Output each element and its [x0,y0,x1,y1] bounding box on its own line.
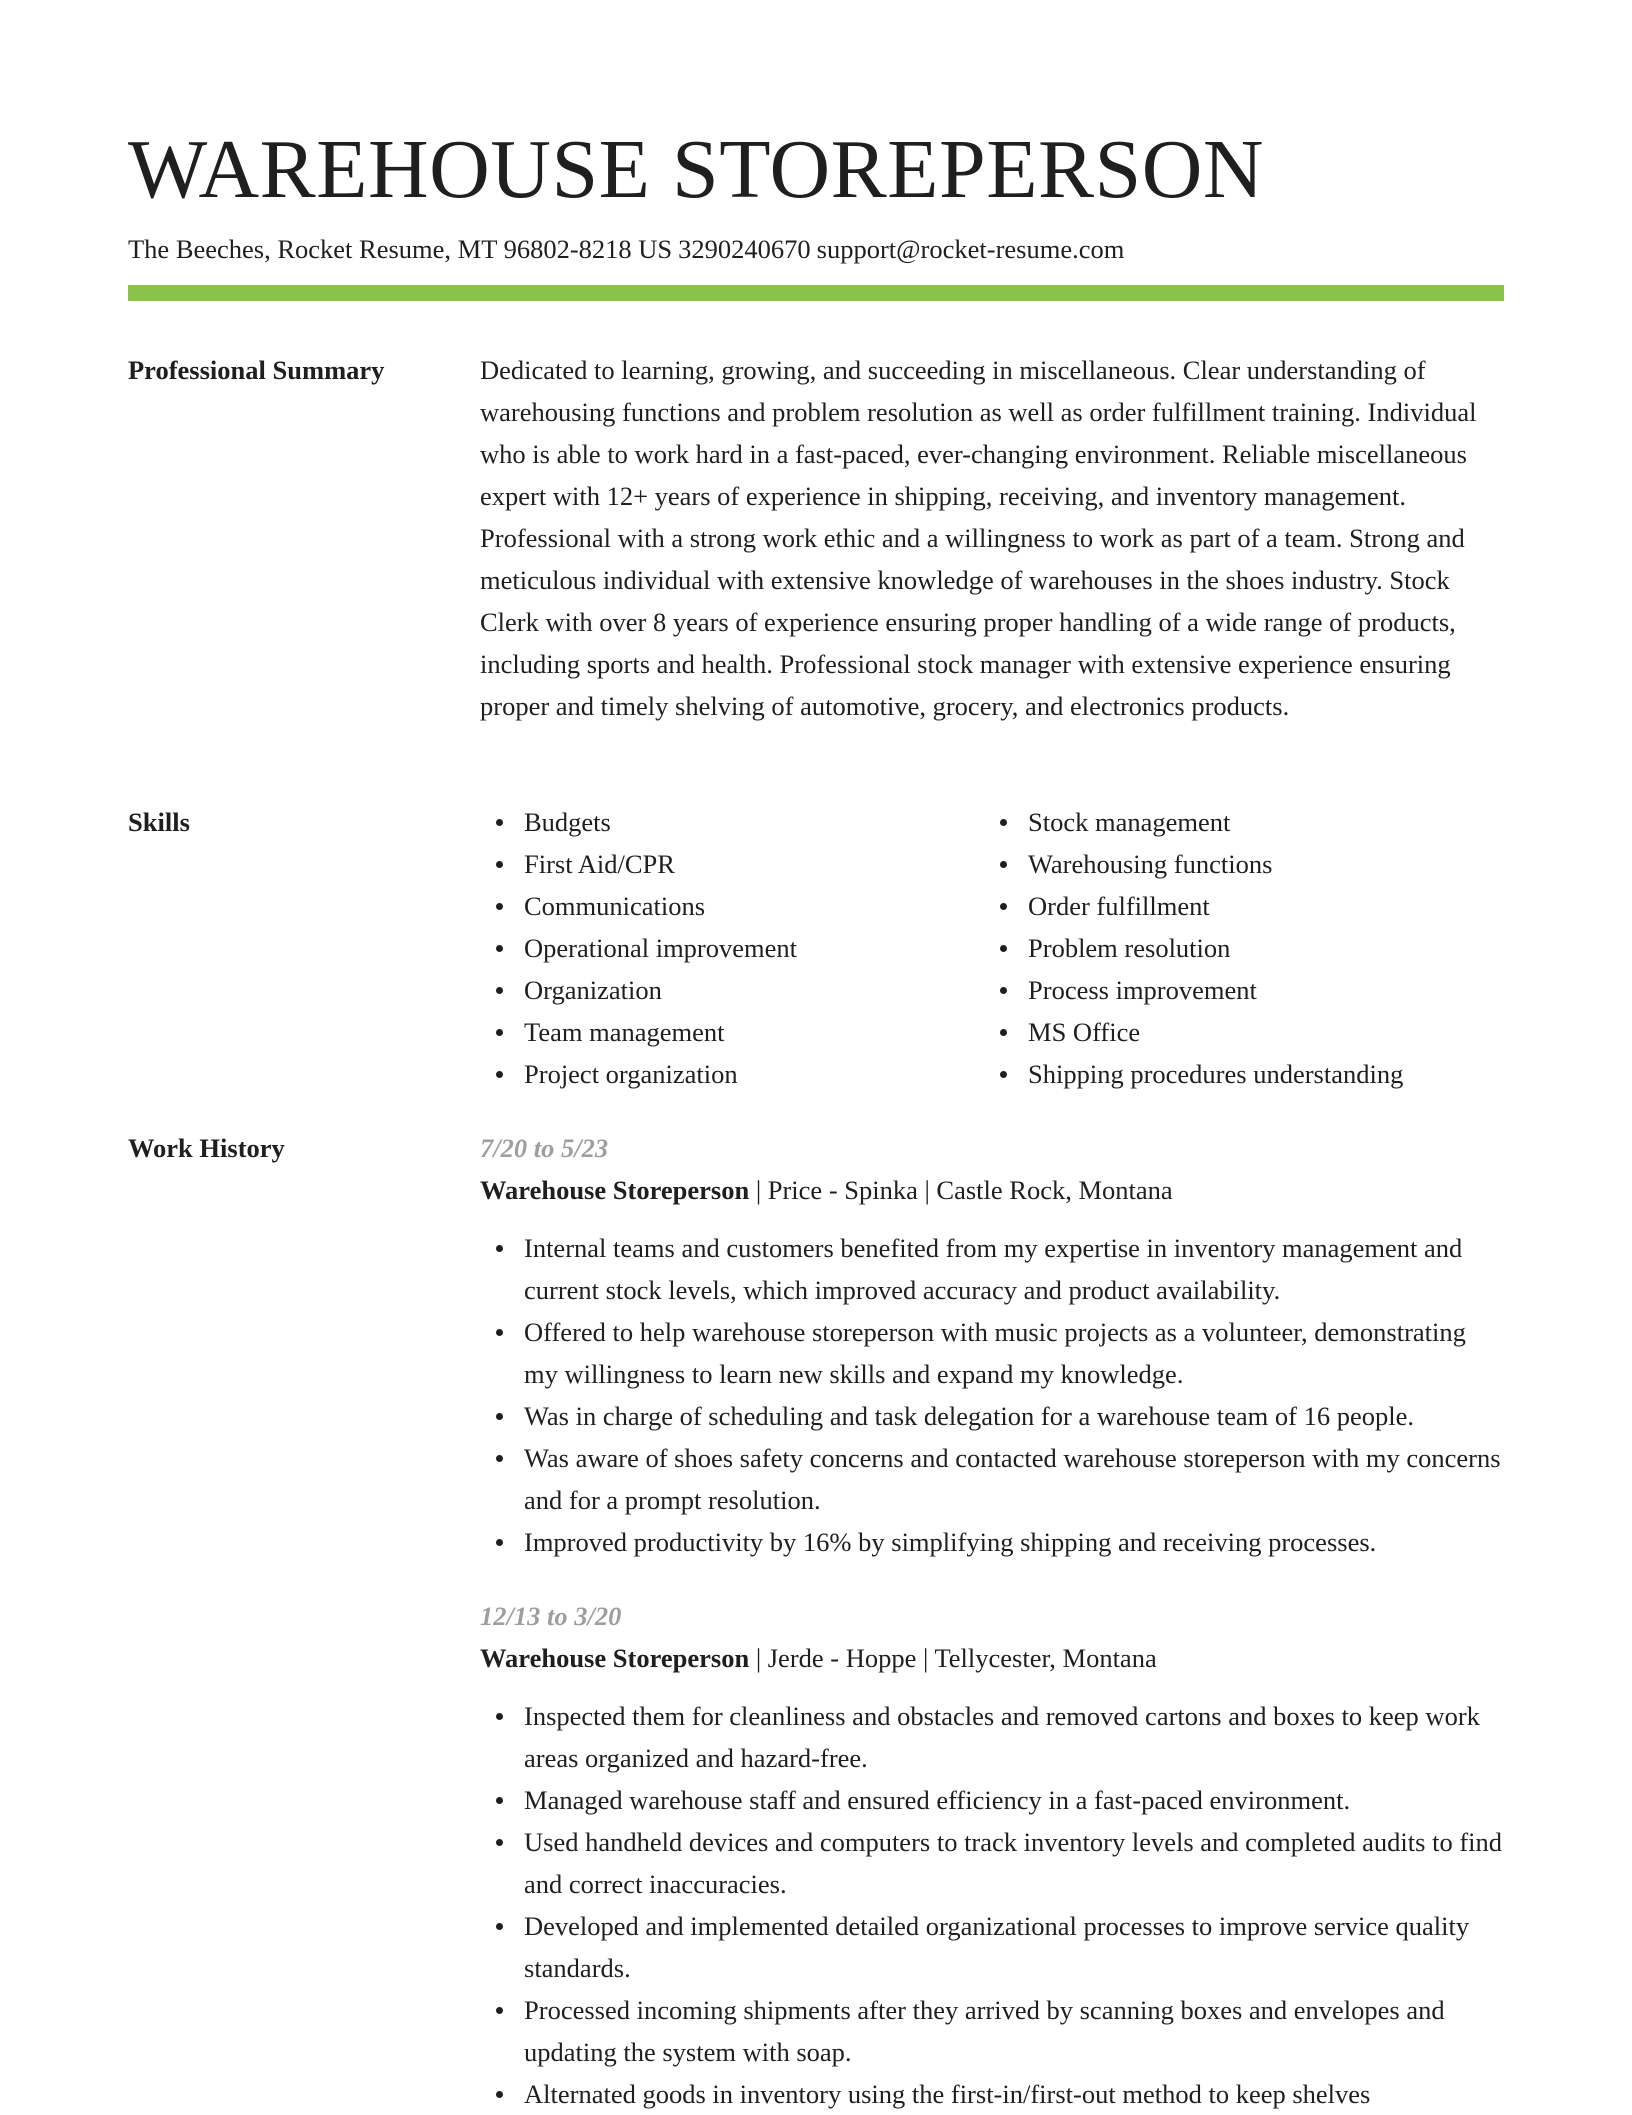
job-bullet: Developed and implemented detailed organizational processes to improve service quality standards. [480,1905,1504,1989]
skill-item: Stock management [984,801,1488,843]
work-heading: Work History [128,1133,285,1163]
job-title-line [480,1637,1504,1679]
skill-item: Communications [480,885,984,927]
skills-body [480,801,1504,1095]
skill-item: Shipping procedures understanding [984,1053,1488,1095]
job-bullet: Managed warehouse staff and ensured efficiency in a fast-paced environment. [480,1779,1504,1821]
job-bullet: Processed incoming shipments after they arrived by scanning boxes and envelopes and updating the system with soap. [480,1989,1504,2073]
resume-name: WAREHOUSE STOREPERSON [128,123,1265,216]
skill-item: Team management [480,1011,984,1053]
summary-body [480,349,1504,727]
job-dates: 7/20 to 5/23 [480,1133,609,1163]
job-title-line [480,1169,1504,1211]
job-bullet: Internal teams and customers benefited from my expertise in inventory management and current stock levels, which improved accuracy and product availability. [480,1227,1504,1311]
job-title: Warehouse Storeperson [480,1643,750,1673]
job-bullets [480,1227,1504,1563]
contact-address: The Beeches, Rocket Resume, MT 96802-8218 US [128,234,673,264]
work-body [480,1127,1504,2115]
job-bullet: Alternated goods in inventory using the first-in/first-out method to keep shelves [480,2073,1504,2115]
skill-item: Project organization [480,1053,984,1095]
job-bullet: Was aware of shoes safety concerns and contacted warehouse storeperson with my concerns and for a prompt resolution. [480,1437,1504,1521]
job-bullets [480,1695,1504,2115]
job-entry [480,1595,1504,2115]
skills-list-right [984,801,1488,1095]
skill-item: Budgets [480,801,984,843]
contact-line [128,231,1124,267]
skills-heading: Skills [128,807,190,837]
job-title: Warehouse Storeperson [480,1175,750,1205]
job-bullet: Inspected them for cleanliness and obstacles and removed cartons and boxes to keep work areas organized and hazard-free. [480,1695,1504,1779]
contact-phone: 3290240670 [678,234,811,264]
contact-email: support@rocket-resume.com [816,234,1125,264]
summary-heading: Professional Summary [128,355,385,385]
skill-item: Organization [480,969,984,1011]
job-details: | Price - Spinka | Castle Rock, Montana [749,1175,1173,1205]
job-entry [480,1127,1504,1563]
skill-item: Process improvement [984,969,1488,1011]
skill-item: Order fulfillment [984,885,1488,927]
skill-item: Operational improvement [480,927,984,969]
job-bullet: Improved productivity by 16% by simplifying shipping and receiving processes. [480,1521,1504,1563]
job-details: | Jerde - Hoppe | Tellycester, Montana [749,1643,1157,1673]
accent-divider [128,285,1504,301]
job-dates: 12/13 to 3/20 [480,1601,622,1631]
job-bullet: Used handheld devices and computers to track inventory levels and completed audits to find and correct inaccuracies. [480,1821,1504,1905]
skill-item: Problem resolution [984,927,1488,969]
skills-list-left [480,801,984,1095]
skill-item: First Aid/CPR [480,843,984,885]
summary-text: Dedicated to learning, growing, and succeeding in miscellaneous. Clear understanding of warehousing functions and problem resolution as well as order fulfillment training. Individual who is able to work hard in a fast-paced, ever-changing environment. Reliable miscellaneous expert with 12+ years of experience in shipping, receiving, and inventory management. Professional with a strong work ethic and a willingness to work as part of a team. Strong and meticulous individual with extensive knowledge of warehouses in the shoes industry. Stock Clerk with over 8 years of experience ensuring proper handling of a wide range of products, including sports and health. Professional stock manager with extensive experience ensuring proper and timely shelving of automotive, grocery, and electronics products. [480,355,1477,721]
job-bullet: Offered to help warehouse storeperson with music projects as a volunteer, demonstrating my willingness to learn new skills and expand my knowledge. [480,1311,1504,1395]
job-bullet: Was in charge of scheduling and task delegation for a warehouse team of 16 people. [480,1395,1504,1437]
skill-item: Warehousing functions [984,843,1488,885]
skill-item: MS Office [984,1011,1488,1053]
